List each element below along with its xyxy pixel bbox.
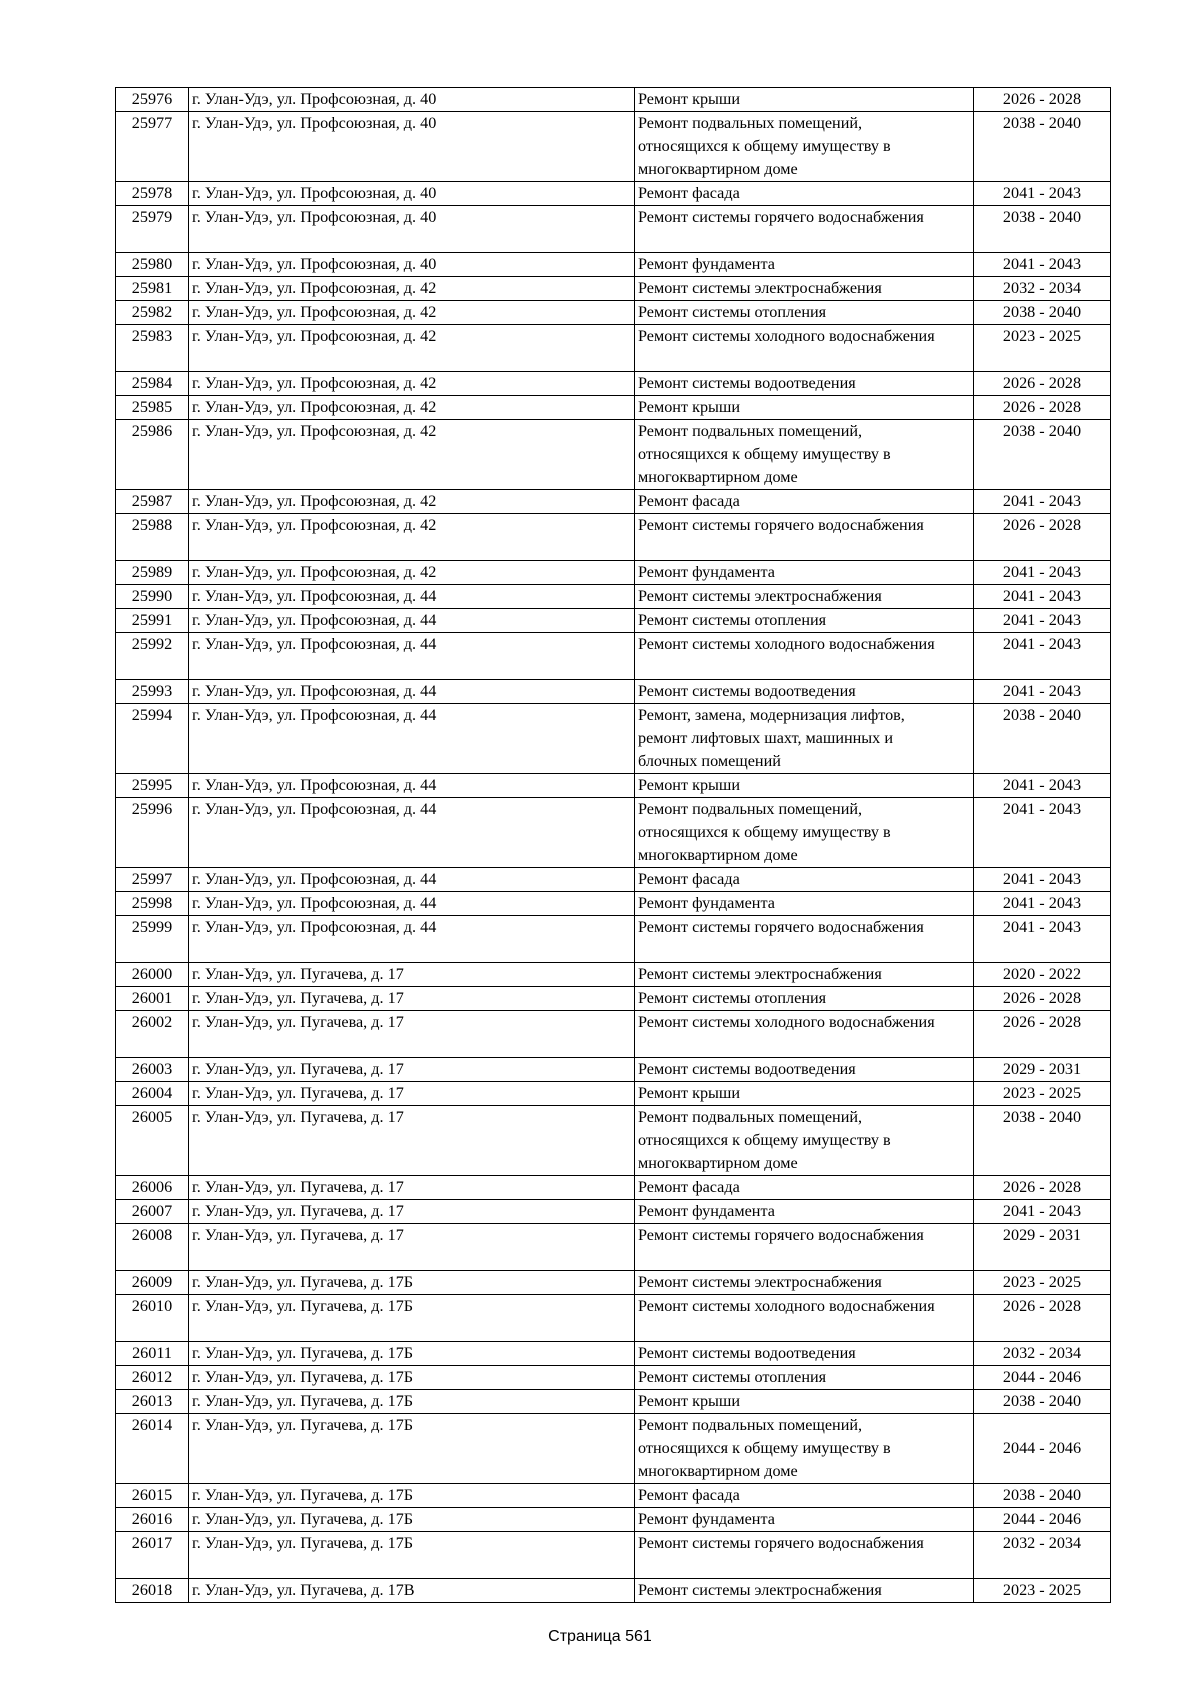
table-row [116,1366,1111,1390]
row-number-cell: 25978 [116,182,189,206]
row-number-cell: 26010 [116,1295,189,1342]
work-type-line: Ремонт фасада [638,870,740,888]
work-type-cell [635,1200,974,1224]
table-row [116,987,1111,1011]
table-row [116,112,1111,182]
row-number-cell: 26016 [116,1508,189,1532]
period-cell: 2029 - 2031 [974,1058,1111,1082]
address-cell: г. Улан-Удэ, ул. Пугачева, д. 17Б [189,1414,635,1484]
period-cell: 2020 - 2022 [974,963,1111,987]
work-type-line: Ремонт фасада [638,184,740,202]
work-type-cell [635,1082,974,1106]
work-type-line: многоквартирном доме [638,468,798,486]
work-type-cell [635,325,974,372]
period-cell: 2023 - 2025 [974,1579,1111,1603]
row-number-cell: 26009 [116,1271,189,1295]
work-type-cell [635,253,974,277]
table-row [116,1176,1111,1200]
table-row [116,868,1111,892]
row-number-cell: 26001 [116,987,189,1011]
row-number-cell: 26008 [116,1224,189,1271]
address-cell: г. Улан-Удэ, ул. Профсоюзная, д. 42 [189,372,635,396]
table-row [116,1082,1111,1106]
work-type-cell [635,1390,974,1414]
period-cell: 2023 - 2025 [974,1271,1111,1295]
address-cell: г. Улан-Удэ, ул. Пугачева, д. 17Б [189,1271,635,1295]
row-number-cell: 25994 [116,704,189,774]
table-row [116,1532,1111,1579]
work-type-line: Ремонт системы горячего водоснабжения [638,516,924,534]
period-cell: 2032 - 2034 [974,1532,1111,1579]
row-number-cell: 26005 [116,1106,189,1176]
work-type-cell [635,868,974,892]
address-cell: г. Улан-Удэ, ул. Профсоюзная, д. 44 [189,774,635,798]
address-cell: г. Улан-Удэ, ул. Пугачева, д. 17Б [189,1532,635,1579]
period-cell: 2041 - 2043 [974,609,1111,633]
work-type-cell [635,1366,974,1390]
work-type-cell [635,1224,974,1271]
period-cell: 2026 - 2028 [974,514,1111,561]
row-number-cell: 26014 [116,1414,189,1484]
work-type-line: Ремонт крыши [638,90,741,108]
table-row [116,585,1111,609]
row-number-cell: 25979 [116,206,189,253]
address-cell: г. Улан-Удэ, ул. Профсоюзная, д. 42 [189,420,635,490]
address-cell: г. Улан-Удэ, ул. Пугачева, д. 17 [189,987,635,1011]
period-cell: 2026 - 2028 [974,88,1111,112]
address-cell: г. Улан-Удэ, ул. Профсоюзная, д. 40 [189,88,635,112]
work-type-line: относящихся к общему имуществу в [638,445,891,463]
work-type-line: Ремонт фундамента [638,1510,775,1528]
work-type-cell [635,182,974,206]
table-row [116,963,1111,987]
work-type-line: относящихся к общему имуществу в [638,823,891,841]
work-type-cell [635,1011,974,1058]
repair-schedule-table [115,87,1111,1603]
work-type-cell [635,1176,974,1200]
work-type-line: Ремонт подвальных помещений, [638,422,863,440]
work-type-line: блочных помещений [638,752,781,770]
period-cell: 2029 - 2031 [974,1224,1111,1271]
row-number-cell: 26007 [116,1200,189,1224]
table-body [116,88,1111,1603]
period-cell: 2044 - 2046 [974,1366,1111,1390]
work-type-cell [635,704,974,774]
work-type-cell [635,798,974,868]
work-type-cell [635,420,974,490]
table-row [116,704,1111,774]
work-type-cell [635,1106,974,1176]
row-number-cell: 25988 [116,514,189,561]
address-cell: г. Улан-Удэ, ул. Профсоюзная, д. 42 [189,277,635,301]
work-type-line: Ремонт крыши [638,776,741,794]
row-number-cell: 26012 [116,1366,189,1390]
row-number-cell: 25996 [116,798,189,868]
work-type-line: Ремонт фундамента [638,563,775,581]
row-number-cell: 25976 [116,88,189,112]
address-cell: г. Улан-Удэ, ул. Профсоюзная, д. 42 [189,514,635,561]
period-cell: 2041 - 2043 [974,182,1111,206]
address-cell: г. Улан-Удэ, ул. Профсоюзная, д. 40 [189,206,635,253]
period-cell: 2041 - 2043 [974,680,1111,704]
work-type-line: Ремонт фундамента [638,894,775,912]
work-type-cell [635,916,974,963]
work-type-line: Ремонт системы горячего водоснабжения [638,208,924,226]
table-row [116,420,1111,490]
table-row [116,1414,1111,1484]
work-type-cell [635,1342,974,1366]
work-type-line: Ремонт фундамента [638,255,775,273]
address-cell: г. Улан-Удэ, ул. Пугачева, д. 17 [189,1011,635,1058]
work-type-line: Ремонт системы отопления [638,611,827,629]
work-type-line: многоквартирном доме [638,1154,798,1172]
table-row [116,798,1111,868]
work-type-cell [635,1271,974,1295]
period-cell: 2041 - 2043 [974,633,1111,680]
work-type-cell [635,1532,974,1579]
period-cell: 2026 - 2028 [974,1011,1111,1058]
work-type-line: Ремонт системы холодного водоснабжения [638,327,935,345]
address-cell: г. Улан-Удэ, ул. Профсоюзная, д. 42 [189,301,635,325]
row-number-cell: 26002 [116,1011,189,1058]
work-type-line: Ремонт крыши [638,1084,741,1102]
address-cell: г. Улан-Удэ, ул. Пугачева, д. 17 [189,963,635,987]
work-type-line: многоквартирном доме [638,846,798,864]
work-type-cell [635,1579,974,1603]
work-type-cell [635,277,974,301]
work-type-cell [635,1484,974,1508]
row-number-cell: 25991 [116,609,189,633]
work-type-line: многоквартирном доме [638,1462,798,1480]
address-cell: г. Улан-Удэ, ул. Профсоюзная, д. 40 [189,182,635,206]
row-number-cell: 26017 [116,1532,189,1579]
table-row [116,1106,1111,1176]
table-row [116,206,1111,253]
row-number-cell: 26011 [116,1342,189,1366]
table-row [116,325,1111,372]
work-type-cell [635,112,974,182]
address-cell: г. Улан-Удэ, ул. Пугачева, д. 17Б [189,1295,635,1342]
work-type-line: Ремонт системы горячего водоснабжения [638,1534,924,1552]
period-cell: 2038 - 2040 [974,1106,1111,1176]
table-row [116,774,1111,798]
row-number-cell: 25987 [116,490,189,514]
period-cell: 2038 - 2040 [974,112,1111,182]
work-type-line: относящихся к общему имуществу в [638,1131,891,1149]
table-row [116,1058,1111,1082]
row-number-cell: 25981 [116,277,189,301]
work-type-cell [635,609,974,633]
table-row [116,1271,1111,1295]
row-number-cell: 25980 [116,253,189,277]
work-type-line: Ремонт крыши [638,1392,741,1410]
page-number: Страница 561 [548,1628,652,1645]
address-cell: г. Улан-Удэ, ул. Пугачева, д. 17 [189,1106,635,1176]
work-type-line: Ремонт системы отопления [638,989,827,1007]
table-row [116,1484,1111,1508]
table-row [116,1200,1111,1224]
table-row [116,1579,1111,1603]
table-row [116,396,1111,420]
work-type-line: Ремонт фундамента [638,1202,775,1220]
address-cell: г. Улан-Удэ, ул. Профсоюзная, д. 44 [189,868,635,892]
period-cell: 2044 - 2046 [974,1414,1111,1484]
work-type-line: Ремонт фасада [638,1486,740,1504]
period-cell: 2041 - 2043 [974,774,1111,798]
work-type-line: Ремонт фасада [638,1178,740,1196]
period-cell: 2044 - 2046 [974,1508,1111,1532]
period-cell: 2041 - 2043 [974,561,1111,585]
work-type-line: Ремонт крыши [638,398,741,416]
work-type-cell [635,1295,974,1342]
period-cell: 2023 - 2025 [974,325,1111,372]
address-cell: г. Улан-Удэ, ул. Профсоюзная, д. 42 [189,396,635,420]
work-type-cell [635,585,974,609]
table-row [116,916,1111,963]
row-number-cell: 25989 [116,561,189,585]
work-type-line: относящихся к общему имуществу в [638,1439,891,1457]
work-type-line: Ремонт системы водоотведения [638,374,856,392]
row-number-cell: 25983 [116,325,189,372]
work-type-cell [635,987,974,1011]
row-number-cell: 25992 [116,633,189,680]
work-type-line: Ремонт системы электроснабжения [638,279,882,297]
work-type-cell [635,206,974,253]
period-cell: 2026 - 2028 [974,987,1111,1011]
work-type-line: Ремонт подвальных помещений, [638,1416,863,1434]
row-number-cell: 25982 [116,301,189,325]
row-number-cell: 26003 [116,1058,189,1082]
row-number-cell: 26000 [116,963,189,987]
row-number-cell: 26006 [116,1176,189,1200]
work-type-cell [635,1414,974,1484]
work-type-line: Ремонт подвальных помещений, [638,114,863,132]
table-row [116,892,1111,916]
work-type-line: Ремонт подвальных помещений, [638,800,863,818]
work-type-line: Ремонт фасада [638,492,740,510]
row-number-cell: 25998 [116,892,189,916]
table-row [116,182,1111,206]
period-cell: 2032 - 2034 [974,1342,1111,1366]
table-row [116,1342,1111,1366]
row-number-cell: 25997 [116,868,189,892]
address-cell: г. Улан-Удэ, ул. Пугачева, д. 17В [189,1579,635,1603]
work-type-line: Ремонт системы электроснабжения [638,1273,882,1291]
address-cell: г. Улан-Удэ, ул. Профсоюзная, д. 42 [189,561,635,585]
row-number-cell: 25977 [116,112,189,182]
period-cell: 2023 - 2025 [974,1082,1111,1106]
period-cell: 2038 - 2040 [974,301,1111,325]
period-cell: 2038 - 2040 [974,420,1111,490]
period-cell: 2041 - 2043 [974,798,1111,868]
table-row [116,277,1111,301]
table-row [116,1295,1111,1342]
period-cell: 2026 - 2028 [974,396,1111,420]
work-type-cell [635,301,974,325]
address-cell: г. Улан-Удэ, ул. Пугачева, д. 17Б [189,1342,635,1366]
work-type-line: Ремонт системы водоотведения [638,1344,856,1362]
row-number-cell: 25993 [116,680,189,704]
period-cell: 2026 - 2028 [974,1295,1111,1342]
work-type-line: Ремонт системы водоотведения [638,682,856,700]
work-type-cell [635,963,974,987]
work-type-line: Ремонт системы холодного водоснабжения [638,1297,935,1315]
table-row [116,1508,1111,1532]
table-row [116,680,1111,704]
work-type-cell [635,1058,974,1082]
address-cell: г. Улан-Удэ, ул. Профсоюзная, д. 42 [189,490,635,514]
row-number-cell: 26015 [116,1484,189,1508]
row-number-cell: 25985 [116,396,189,420]
address-cell: г. Улан-Удэ, ул. Пугачева, д. 17 [189,1176,635,1200]
work-type-cell [635,372,974,396]
work-type-cell [635,490,974,514]
work-type-line: Ремонт системы водоотведения [638,1060,856,1078]
table-row [116,609,1111,633]
work-type-cell [635,633,974,680]
work-type-cell [635,88,974,112]
address-cell: г. Улан-Удэ, ул. Профсоюзная, д. 40 [189,253,635,277]
address-cell: г. Улан-Удэ, ул. Пугачева, д. 17Б [189,1390,635,1414]
address-cell: г. Улан-Удэ, ул. Профсоюзная, д. 44 [189,633,635,680]
work-type-cell [635,396,974,420]
work-type-line: многоквартирном доме [638,160,798,178]
address-cell: г. Улан-Удэ, ул. Профсоюзная, д. 44 [189,916,635,963]
address-cell: г. Улан-Удэ, ул. Профсоюзная, д. 44 [189,704,635,774]
address-cell: г. Улан-Удэ, ул. Пугачева, д. 17 [189,1082,635,1106]
address-cell: г. Улан-Удэ, ул. Профсоюзная, д. 44 [189,585,635,609]
work-type-line: относящихся к общему имуществу в [638,137,891,155]
address-cell: г. Улан-Удэ, ул. Пугачева, д. 17 [189,1224,635,1271]
table-row [116,490,1111,514]
address-cell: г. Улан-Удэ, ул. Пугачева, д. 17 [189,1200,635,1224]
address-cell: г. Улан-Удэ, ул. Профсоюзная, д. 44 [189,680,635,704]
period-cell: 2038 - 2040 [974,206,1111,253]
period-cell: 2041 - 2043 [974,892,1111,916]
work-type-line: Ремонт системы электроснабжения [638,587,882,605]
address-cell: г. Улан-Удэ, ул. Профсоюзная, д. 42 [189,325,635,372]
address-cell: г. Улан-Удэ, ул. Пугачева, д. 17Б [189,1508,635,1532]
row-number-cell: 26018 [116,1579,189,1603]
table-row [116,1011,1111,1058]
period-cell: 2026 - 2028 [974,372,1111,396]
address-cell: г. Улан-Удэ, ул. Профсоюзная, д. 40 [189,112,635,182]
work-type-line: Ремонт системы электроснабжения [638,965,882,983]
period-cell: 2041 - 2043 [974,253,1111,277]
table-row [116,514,1111,561]
work-type-line: Ремонт системы отопления [638,1368,827,1386]
table-row [116,1224,1111,1271]
period-cell: 2026 - 2028 [974,1176,1111,1200]
address-cell: г. Улан-Удэ, ул. Пугачева, д. 17 [189,1058,635,1082]
row-number-cell: 26004 [116,1082,189,1106]
table-row [116,1390,1111,1414]
address-cell: г. Улан-Удэ, ул. Профсоюзная, д. 44 [189,798,635,868]
period-cell: 2041 - 2043 [974,490,1111,514]
work-type-line: Ремонт системы холодного водоснабжения [638,1013,935,1031]
row-number-cell: 25990 [116,585,189,609]
period-cell: 2041 - 2043 [974,1200,1111,1224]
table-row [116,253,1111,277]
work-type-line: Ремонт, замена, модернизация лифтов, [638,706,905,724]
table-row [116,372,1111,396]
period-cell: 2041 - 2043 [974,585,1111,609]
work-type-cell [635,892,974,916]
address-cell: г. Улан-Удэ, ул. Пугачева, д. 17Б [189,1484,635,1508]
work-type-line: Ремонт подвальных помещений, [638,1108,863,1126]
work-type-cell [635,561,974,585]
row-number-cell: 25984 [116,372,189,396]
table-row [116,633,1111,680]
work-type-line: Ремонт системы отопления [638,303,827,321]
table-row [116,88,1111,112]
row-number-cell: 25999 [116,916,189,963]
work-type-line: Ремонт системы электроснабжения [638,1581,882,1599]
table-row [116,301,1111,325]
period-cell: 2041 - 2043 [974,916,1111,963]
address-cell: г. Улан-Удэ, ул. Профсоюзная, д. 44 [189,892,635,916]
table-row [116,561,1111,585]
period-cell: 2038 - 2040 [974,1390,1111,1414]
row-number-cell: 25986 [116,420,189,490]
period-cell: 2032 - 2034 [974,277,1111,301]
row-number-cell: 25995 [116,774,189,798]
work-type-cell [635,1508,974,1532]
work-type-line: Ремонт системы холодного водоснабжения [638,635,935,653]
work-type-cell [635,514,974,561]
work-type-cell [635,774,974,798]
address-cell: г. Улан-Удэ, ул. Пугачева, д. 17Б [189,1366,635,1390]
work-type-line: ремонт лифтовых шахт, машинных и [638,729,893,747]
address-cell: г. Улан-Удэ, ул. Профсоюзная, д. 44 [189,609,635,633]
period-cell: 2038 - 2040 [974,704,1111,774]
work-type-cell [635,680,974,704]
row-number-cell: 26013 [116,1390,189,1414]
work-type-line: Ремонт системы горячего водоснабжения [638,918,924,936]
period-cell: 2041 - 2043 [974,868,1111,892]
work-type-line: Ремонт системы горячего водоснабжения [638,1226,924,1244]
period-cell: 2038 - 2040 [974,1484,1111,1508]
